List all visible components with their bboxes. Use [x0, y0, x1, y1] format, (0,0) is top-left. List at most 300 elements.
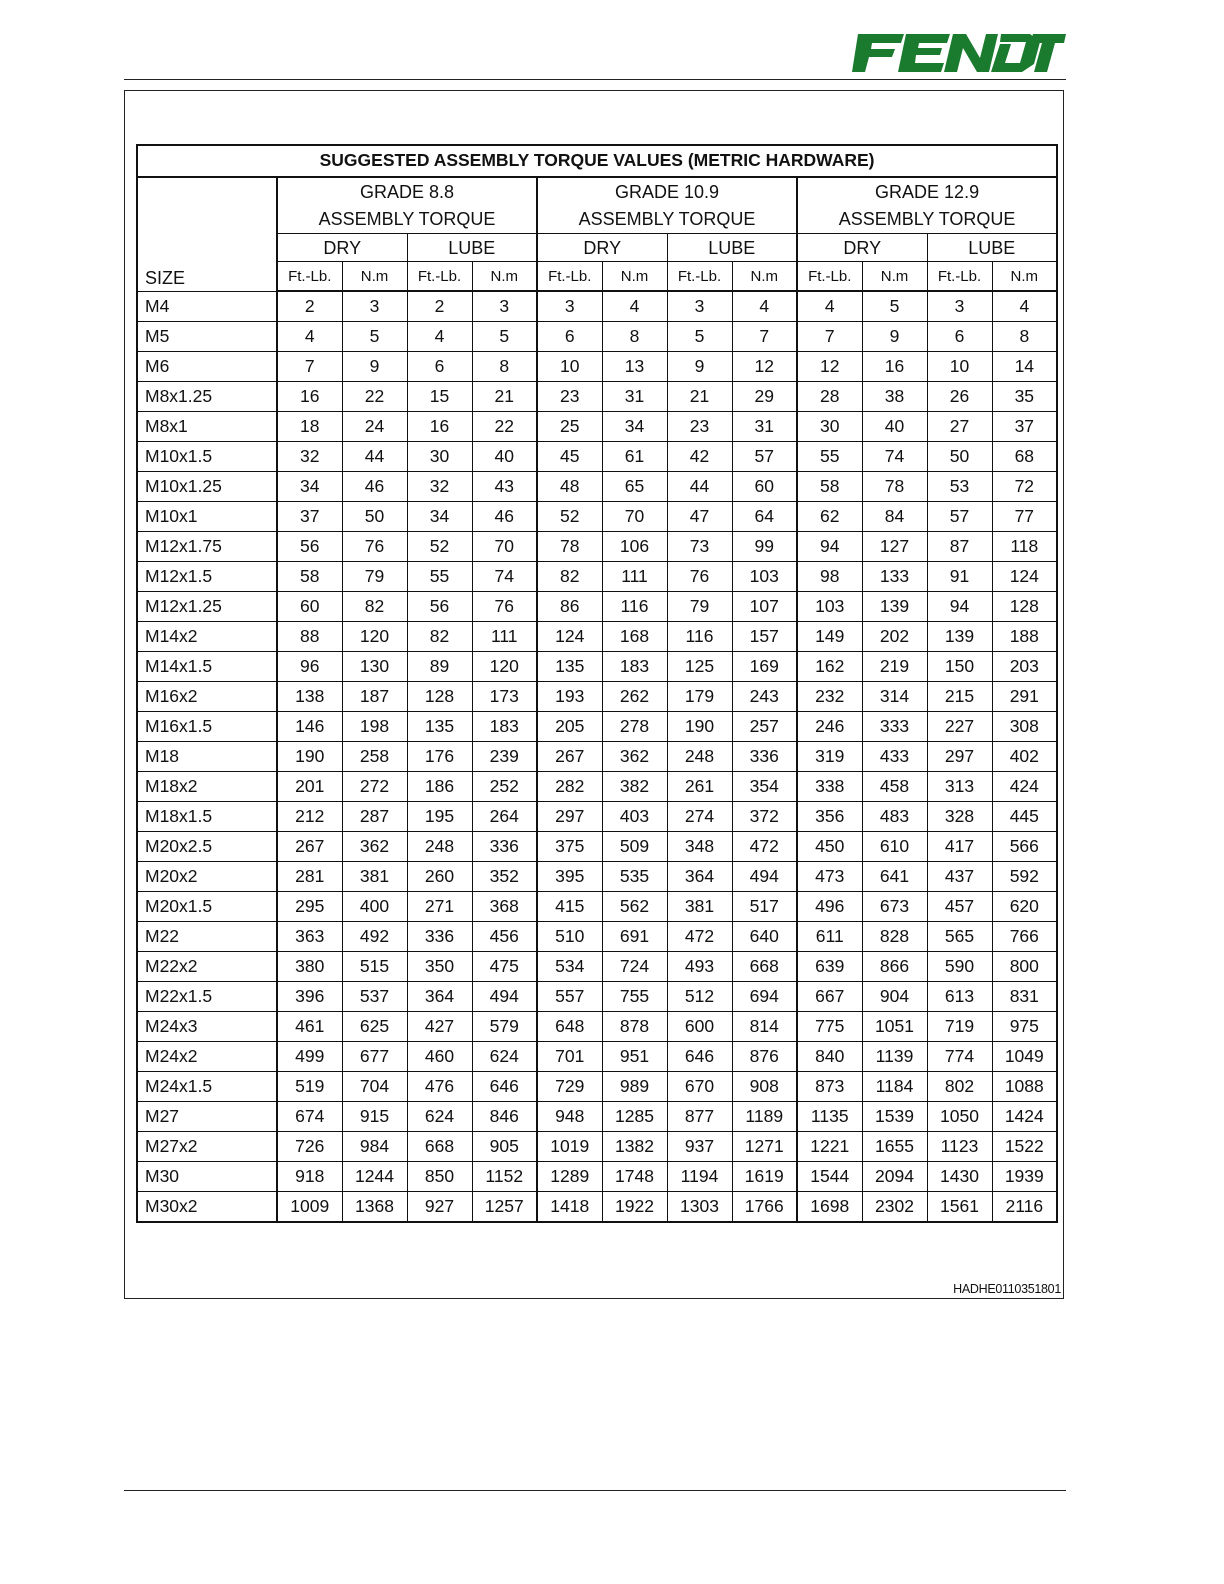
- torque-value-cell: 127: [862, 532, 927, 562]
- torque-value-cell: 42: [667, 442, 732, 472]
- torque-value-cell: 64: [732, 502, 797, 532]
- torque-value-cell: 878: [602, 1012, 667, 1042]
- size-cell: M24x3: [137, 1012, 277, 1042]
- torque-value-cell: 648: [537, 1012, 602, 1042]
- size-cell: M10x1: [137, 502, 277, 532]
- torque-value-cell: 381: [667, 892, 732, 922]
- torque-value-cell: 802: [927, 1072, 992, 1102]
- torque-value-cell: 375: [537, 832, 602, 862]
- torque-value-cell: 274: [667, 802, 732, 832]
- torque-value-cell: 3: [667, 291, 732, 322]
- condition-header: LUBE: [927, 234, 1057, 262]
- torque-value-cell: 402: [992, 742, 1057, 772]
- size-cell: M22x1.5: [137, 982, 277, 1012]
- torque-value-cell: 368: [472, 892, 537, 922]
- size-cell: M22: [137, 922, 277, 952]
- torque-value-cell: 6: [927, 322, 992, 352]
- torque-value-cell: 4: [602, 291, 667, 322]
- torque-value-cell: 201: [277, 772, 342, 802]
- torque-value-cell: 364: [667, 862, 732, 892]
- torque-value-cell: 2116: [992, 1192, 1057, 1223]
- torque-value-cell: 362: [602, 742, 667, 772]
- torque-value-cell: 91: [927, 562, 992, 592]
- torque-value-cell: 261: [667, 772, 732, 802]
- torque-value-cell: 133: [862, 562, 927, 592]
- torque-value-cell: 7: [732, 322, 797, 352]
- size-cell: M24x2: [137, 1042, 277, 1072]
- torque-value-cell: 203: [992, 652, 1057, 682]
- grade-12-9-header: GRADE 12.9: [797, 177, 1057, 205]
- table-row: [137, 742, 1057, 772]
- table-row: [137, 712, 1057, 742]
- torque-value-cell: 48: [537, 472, 602, 502]
- torque-value-cell: 1123: [927, 1132, 992, 1162]
- table-row: [137, 502, 1057, 532]
- condition-header: DRY: [277, 234, 407, 262]
- table-row: [137, 442, 1057, 472]
- torque-value-cell: 157: [732, 622, 797, 652]
- torque-value-cell: 400: [342, 892, 407, 922]
- torque-value-cell: 106: [602, 532, 667, 562]
- torque-value-cell: 287: [342, 802, 407, 832]
- size-cell: M30x2: [137, 1192, 277, 1223]
- torque-value-cell: 53: [927, 472, 992, 502]
- torque-value-cell: 1135: [797, 1102, 862, 1132]
- torque-value-cell: 415: [537, 892, 602, 922]
- table-row: [137, 1072, 1057, 1102]
- torque-value-cell: 1430: [927, 1162, 992, 1192]
- table-row: [137, 1042, 1057, 1072]
- torque-value-cell: 866: [862, 952, 927, 982]
- torque-value-cell: 927: [407, 1192, 472, 1223]
- torque-value-cell: 31: [602, 382, 667, 412]
- torque-value-cell: 719: [927, 1012, 992, 1042]
- size-cell: M27x2: [137, 1132, 277, 1162]
- torque-value-cell: 84: [862, 502, 927, 532]
- torque-value-cell: 701: [537, 1042, 602, 1072]
- torque-value-cell: 14: [992, 352, 1057, 382]
- torque-value-cell: 534: [537, 952, 602, 982]
- torque-value-cell: 1766: [732, 1192, 797, 1223]
- torque-value-cell: 775: [797, 1012, 862, 1042]
- torque-value-cell: 35: [992, 382, 1057, 412]
- torque-value-cell: 76: [472, 592, 537, 622]
- torque-value-cell: 40: [862, 412, 927, 442]
- unit-header: N.m: [862, 262, 927, 292]
- torque-value-cell: 677: [342, 1042, 407, 1072]
- torque-value-cell: 704: [342, 1072, 407, 1102]
- torque-value-cell: 188: [992, 622, 1057, 652]
- torque-value-cell: 1189: [732, 1102, 797, 1132]
- torque-value-cell: 328: [927, 802, 992, 832]
- torque-value-cell: 766: [992, 922, 1057, 952]
- unit-header: N.m: [602, 262, 667, 292]
- torque-value-cell: 4: [277, 322, 342, 352]
- torque-value-cell: 267: [537, 742, 602, 772]
- torque-value-cell: 32: [277, 442, 342, 472]
- size-cell: M16x2: [137, 682, 277, 712]
- torque-value-cell: 1418: [537, 1192, 602, 1223]
- torque-value-cell: 915: [342, 1102, 407, 1132]
- torque-value-cell: 562: [602, 892, 667, 922]
- torque-value-cell: 79: [342, 562, 407, 592]
- torque-value-cell: 1619: [732, 1162, 797, 1192]
- torque-value-cell: 1221: [797, 1132, 862, 1162]
- torque-value-cell: 877: [667, 1102, 732, 1132]
- torque-value-cell: 125: [667, 652, 732, 682]
- unit-header: Ft.-Lb.: [407, 262, 472, 292]
- torque-value-cell: 336: [472, 832, 537, 862]
- torque-value-cell: 68: [992, 442, 1057, 472]
- torque-value-cell: 4: [407, 322, 472, 352]
- torque-value-cell: 476: [407, 1072, 472, 1102]
- table-row: [137, 352, 1057, 382]
- torque-value-cell: 1019: [537, 1132, 602, 1162]
- torque-value-cell: 356: [797, 802, 862, 832]
- size-cell: M6: [137, 352, 277, 382]
- torque-value-cell: 984: [342, 1132, 407, 1162]
- size-cell: M27: [137, 1102, 277, 1132]
- torque-value-cell: 120: [472, 652, 537, 682]
- torque-value-cell: 904: [862, 982, 927, 1012]
- torque-value-cell: 55: [797, 442, 862, 472]
- size-cell: M20x1.5: [137, 892, 277, 922]
- torque-value-cell: 8: [602, 322, 667, 352]
- torque-value-cell: 336: [407, 922, 472, 952]
- torque-value-cell: 800: [992, 952, 1057, 982]
- size-cell: M12x1.5: [137, 562, 277, 592]
- torque-value-cell: 364: [407, 982, 472, 1012]
- torque-value-cell: 50: [342, 502, 407, 532]
- torque-value-cell: 458: [862, 772, 927, 802]
- header-rule: [124, 79, 1066, 80]
- torque-value-cell: 246: [797, 712, 862, 742]
- torque-value-cell: 61: [602, 442, 667, 472]
- torque-value-cell: 724: [602, 952, 667, 982]
- torque-value-cell: 281: [277, 862, 342, 892]
- condition-header: DRY: [797, 234, 927, 262]
- torque-value-cell: 10: [927, 352, 992, 382]
- torque-value-cell: 72: [992, 472, 1057, 502]
- torque-value-cell: 646: [472, 1072, 537, 1102]
- torque-value-cell: 62: [797, 502, 862, 532]
- torque-value-cell: 362: [342, 832, 407, 862]
- torque-value-cell: 579: [472, 1012, 537, 1042]
- torque-value-cell: 98: [797, 562, 862, 592]
- table-row: [137, 562, 1057, 592]
- grade-8-8-subtitle: ASSEMBLY TORQUE: [277, 205, 537, 234]
- torque-value-cell: 295: [277, 892, 342, 922]
- torque-value-cell: 850: [407, 1162, 472, 1192]
- grade-8-8-header: GRADE 8.8: [277, 177, 537, 205]
- torque-value-cell: 82: [537, 562, 602, 592]
- table-title: SUGGESTED ASSEMBLY TORQUE VALUES (METRIC HARDWARE): [137, 145, 1057, 177]
- torque-value-cell: 82: [342, 592, 407, 622]
- torque-value-cell: 1922: [602, 1192, 667, 1223]
- unit-header: Ft.-Lb.: [927, 262, 992, 292]
- size-cell: M30: [137, 1162, 277, 1192]
- torque-value-cell: 120: [342, 622, 407, 652]
- torque-value-cell: 3: [537, 291, 602, 322]
- torque-value-cell: 517: [732, 892, 797, 922]
- torque-value-cell: 668: [407, 1132, 472, 1162]
- torque-value-cell: 319: [797, 742, 862, 772]
- unit-header: N.m: [732, 262, 797, 292]
- torque-value-cell: 58: [797, 472, 862, 502]
- table-row: [137, 832, 1057, 862]
- unit-header: N.m: [342, 262, 407, 292]
- torque-value-cell: 195: [407, 802, 472, 832]
- table-row: [137, 412, 1057, 442]
- grade-10-9-header: GRADE 10.9: [537, 177, 797, 205]
- torque-value-cell: 267: [277, 832, 342, 862]
- torque-value-cell: 1009: [277, 1192, 342, 1223]
- torque-value-cell: 12: [732, 352, 797, 382]
- torque-value-cell: 248: [667, 742, 732, 772]
- torque-value-cell: 116: [667, 622, 732, 652]
- table-row: [137, 802, 1057, 832]
- torque-value-cell: 46: [342, 472, 407, 502]
- torque-value-cell: 354: [732, 772, 797, 802]
- torque-value-cell: 417: [927, 832, 992, 862]
- torque-value-cell: 814: [732, 1012, 797, 1042]
- torque-value-cell: 918: [277, 1162, 342, 1192]
- torque-value-cell: 381: [342, 862, 407, 892]
- torque-value-cell: 107: [732, 592, 797, 622]
- torque-value-cell: 975: [992, 1012, 1057, 1042]
- size-cell: M10x1.25: [137, 472, 277, 502]
- torque-value-cell: 382: [602, 772, 667, 802]
- torque-value-cell: 4: [732, 291, 797, 322]
- footer-rule: [124, 1490, 1066, 1491]
- torque-value-cell: 202: [862, 622, 927, 652]
- torque-value-cell: 1049: [992, 1042, 1057, 1072]
- grade-12-9-subtitle: ASSEMBLY TORQUE: [797, 205, 1057, 234]
- torque-value-cell: 23: [537, 382, 602, 412]
- torque-value-cell: 336: [732, 742, 797, 772]
- table-row: [137, 291, 1057, 322]
- torque-value-cell: 625: [342, 1012, 407, 1042]
- torque-value-cell: 24: [342, 412, 407, 442]
- torque-value-cell: 1088: [992, 1072, 1057, 1102]
- torque-value-cell: 44: [667, 472, 732, 502]
- torque-value-cell: 646: [667, 1042, 732, 1072]
- torque-value-cell: 243: [732, 682, 797, 712]
- torque-value-cell: 846: [472, 1102, 537, 1132]
- torque-value-cell: 18: [277, 412, 342, 442]
- torque-value-cell: 509: [602, 832, 667, 862]
- torque-value-cell: 57: [732, 442, 797, 472]
- torque-value-cell: 613: [927, 982, 992, 1012]
- table-row: [137, 682, 1057, 712]
- torque-value-cell: 1655: [862, 1132, 927, 1162]
- torque-value-cell: 512: [667, 982, 732, 1012]
- torque-value-cell: 264: [472, 802, 537, 832]
- torque-value-cell: 99: [732, 532, 797, 562]
- torque-value-cell: 566: [992, 832, 1057, 862]
- size-cell: M18x2: [137, 772, 277, 802]
- torque-value-cell: 496: [797, 892, 862, 922]
- size-cell: M20x2.5: [137, 832, 277, 862]
- torque-value-cell: 57: [927, 502, 992, 532]
- torque-value-cell: 1698: [797, 1192, 862, 1223]
- unit-header: Ft.-Lb.: [797, 262, 862, 292]
- torque-value-cell: 624: [472, 1042, 537, 1072]
- torque-value-cell: 124: [537, 622, 602, 652]
- torque-value-cell: 96: [277, 652, 342, 682]
- torque-value-cell: 111: [472, 622, 537, 652]
- torque-value-cell: 951: [602, 1042, 667, 1072]
- torque-value-cell: 5: [342, 322, 407, 352]
- size-cell: M8x1: [137, 412, 277, 442]
- torque-value-cell: 179: [667, 682, 732, 712]
- table-row: [137, 922, 1057, 952]
- torque-value-cell: 187: [342, 682, 407, 712]
- torque-value-cell: 248: [407, 832, 472, 862]
- torque-value-cell: 673: [862, 892, 927, 922]
- size-column-header: SIZE: [137, 177, 277, 291]
- torque-value-cell: 396: [277, 982, 342, 1012]
- unit-header: N.m: [472, 262, 537, 292]
- torque-value-cell: 190: [667, 712, 732, 742]
- torque-value-cell: 1271: [732, 1132, 797, 1162]
- table-row: [137, 982, 1057, 1012]
- figure-frame: [124, 90, 1064, 1299]
- torque-value-cell: 338: [797, 772, 862, 802]
- torque-value-cell: 74: [862, 442, 927, 472]
- torque-value-cell: 76: [342, 532, 407, 562]
- torque-value-cell: 25: [537, 412, 602, 442]
- size-cell: M14x2: [137, 622, 277, 652]
- torque-value-cell: 1303: [667, 1192, 732, 1223]
- torque-value-cell: 183: [602, 652, 667, 682]
- torque-value-cell: 34: [407, 502, 472, 532]
- torque-value-cell: 46: [472, 502, 537, 532]
- torque-value-cell: 908: [732, 1072, 797, 1102]
- torque-value-cell: 56: [277, 532, 342, 562]
- size-cell: M4: [137, 291, 277, 322]
- torque-value-cell: 30: [797, 412, 862, 442]
- torque-value-cell: 139: [927, 622, 992, 652]
- torque-value-cell: 128: [407, 682, 472, 712]
- torque-value-cell: 258: [342, 742, 407, 772]
- torque-value-cell: 10: [537, 352, 602, 382]
- fendt-logo-graphic: [850, 30, 1066, 76]
- torque-value-cell: 433: [862, 742, 927, 772]
- size-cell: M8x1.25: [137, 382, 277, 412]
- torque-value-cell: 111: [602, 562, 667, 592]
- torque-value-cell: 86: [537, 592, 602, 622]
- torque-value-cell: 52: [407, 532, 472, 562]
- torque-value-cell: 21: [472, 382, 537, 412]
- size-cell: M22x2: [137, 952, 277, 982]
- torque-value-cell: 668: [732, 952, 797, 982]
- torque-value-cell: 215: [927, 682, 992, 712]
- torque-value-cell: 937: [667, 1132, 732, 1162]
- torque-value-cell: 16: [277, 382, 342, 412]
- unit-header: Ft.-Lb.: [277, 262, 342, 292]
- torque-value-cell: 260: [407, 862, 472, 892]
- torque-value-cell: 9: [342, 352, 407, 382]
- torque-value-cell: 565: [927, 922, 992, 952]
- torque-value-cell: 610: [862, 832, 927, 862]
- torque-value-cell: 3: [472, 291, 537, 322]
- torque-value-cell: 537: [342, 982, 407, 1012]
- torque-value-cell: 670: [667, 1072, 732, 1102]
- size-cell: M12x1.25: [137, 592, 277, 622]
- torque-value-cell: 162: [797, 652, 862, 682]
- torque-value-cell: 37: [992, 412, 1057, 442]
- torque-value-cell: 116: [602, 592, 667, 622]
- torque-value-cell: 44: [342, 442, 407, 472]
- torque-value-cell: 590: [927, 952, 992, 982]
- torque-value-cell: 4: [797, 291, 862, 322]
- torque-value-cell: 7: [797, 322, 862, 352]
- torque-value-cell: 641: [862, 862, 927, 892]
- torque-value-cell: 472: [667, 922, 732, 952]
- torque-value-cell: 5: [472, 322, 537, 352]
- torque-value-cell: 26: [927, 382, 992, 412]
- torque-value-cell: 9: [862, 322, 927, 352]
- torque-value-cell: 70: [472, 532, 537, 562]
- torque-value-cell: 198: [342, 712, 407, 742]
- figure-id: HADHE0110351801: [953, 1282, 1061, 1296]
- torque-value-cell: 1424: [992, 1102, 1057, 1132]
- torque-value-cell: 363: [277, 922, 342, 952]
- torque-value-cell: 350: [407, 952, 472, 982]
- torque-value-cell: 1748: [602, 1162, 667, 1192]
- torque-value-cell: 445: [992, 802, 1057, 832]
- torque-value-cell: 840: [797, 1042, 862, 1072]
- size-cell: M10x1.5: [137, 442, 277, 472]
- torque-value-cell: 694: [732, 982, 797, 1012]
- torque-value-cell: 403: [602, 802, 667, 832]
- torque-value-cell: 176: [407, 742, 472, 772]
- table-row: [137, 1132, 1057, 1162]
- torque-value-cell: 457: [927, 892, 992, 922]
- torque-value-cell: 135: [537, 652, 602, 682]
- torque-value-cell: 905: [472, 1132, 537, 1162]
- table-row: [137, 472, 1057, 502]
- torque-value-cell: 3: [342, 291, 407, 322]
- torque-value-cell: 56: [407, 592, 472, 622]
- torque-value-cell: 168: [602, 622, 667, 652]
- torque-value-cell: 1289: [537, 1162, 602, 1192]
- torque-value-cell: 1257: [472, 1192, 537, 1223]
- torque-value-cell: 674: [277, 1102, 342, 1132]
- torque-value-cell: 831: [992, 982, 1057, 1012]
- torque-value-cell: 472: [732, 832, 797, 862]
- torque-value-cell: 22: [472, 412, 537, 442]
- torque-value-cell: 297: [537, 802, 602, 832]
- torque-value-cell: 308: [992, 712, 1057, 742]
- torque-value-cell: 212: [277, 802, 342, 832]
- torque-value-cell: 79: [667, 592, 732, 622]
- torque-value-cell: 372: [732, 802, 797, 832]
- torque-value-cell: 169: [732, 652, 797, 682]
- condition-header: LUBE: [667, 234, 797, 262]
- size-cell: M5: [137, 322, 277, 352]
- torque-value-cell: 1152: [472, 1162, 537, 1192]
- torque-value-cell: 38: [862, 382, 927, 412]
- condition-header: DRY: [537, 234, 667, 262]
- torque-value-cell: 23: [667, 412, 732, 442]
- size-cell: M14x1.5: [137, 652, 277, 682]
- torque-value-cell: 94: [797, 532, 862, 562]
- torque-value-cell: 47: [667, 502, 732, 532]
- torque-value-cell: 1139: [862, 1042, 927, 1072]
- table-row: [137, 892, 1057, 922]
